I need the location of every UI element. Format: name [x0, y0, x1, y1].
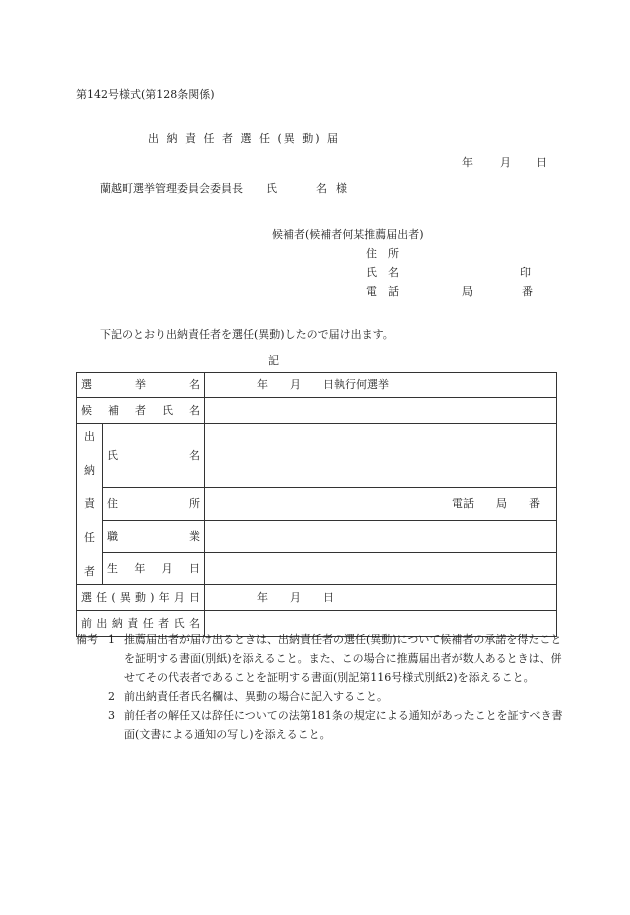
treasurer-address-label: 住 所 — [103, 487, 205, 520]
appointment-label: 選任(異動)年月日 — [77, 585, 205, 611]
notes-heading: 備考 — [76, 633, 98, 646]
group-char: 責 — [84, 497, 95, 511]
note-text: 前任者の解任又は辞任についての法第181条の規定による通知があったことを証すべき書面(文書による通知の写し)を添えること。 — [124, 709, 563, 741]
treasurer-group-label — [77, 424, 103, 585]
notes-section — [76, 630, 566, 744]
report-table — [76, 372, 557, 637]
addressee: 蘭越町選挙管理委員会委員長 — [100, 182, 243, 195]
row-treasurer-job — [77, 521, 557, 553]
treasurer-birth-value[interactable] — [205, 553, 557, 585]
candidate-label: 候補者氏名 — [77, 398, 205, 424]
date-day: 日 — [536, 156, 547, 169]
treasurer-name-value[interactable] — [205, 424, 557, 488]
note-text: 前出納責任者氏名欄は、異動の場合に記入すること。 — [124, 690, 388, 703]
note-number: 3 — [108, 709, 115, 722]
form-title: 出 納 責 任 者 選 任 (異 動) 届 — [148, 132, 341, 145]
note-number: 1 — [108, 633, 115, 646]
phone-ban: 番 — [522, 285, 533, 298]
date-month: 月 — [500, 156, 511, 169]
row-treasurer-name — [77, 424, 557, 488]
note-number: 2 — [108, 690, 115, 703]
treasurer-job-label: 職 業 — [103, 521, 205, 553]
candidate-value[interactable] — [205, 398, 557, 424]
treasurer-job-value[interactable] — [205, 521, 557, 553]
note-item — [76, 687, 566, 706]
group-char: 出 — [84, 430, 95, 443]
group-char: 任 — [84, 531, 95, 545]
addressee-shi: 氏 — [266, 182, 277, 195]
group-char: 者 — [84, 564, 95, 578]
applicant-name-label: 氏 名 — [366, 266, 399, 279]
treasurer-name-label: 氏 名 — [103, 424, 205, 488]
note-text: 推薦届出者が届け出るときは、出納責任者の選任(異動)について候補者の承諾を得たことを証明する書面(別紙)を添えること。また、この場合に推薦届出者が数人あるときは、併せてその代表者であることを証明する書面(別記第116号様式別紙2)を添えること。 — [124, 633, 562, 684]
form-number: 第142号様式(第128条関係) — [76, 88, 215, 101]
row-appointment — [77, 585, 557, 611]
addressee-mei: 名 — [316, 182, 327, 195]
note-item — [76, 630, 566, 687]
appointment-value[interactable]: 年 月 日 — [205, 585, 557, 611]
seal-mark: 印 — [520, 266, 531, 279]
intro-text: 下記のとおり出納責任者を選任(異動)したので届け出ます。 — [100, 328, 394, 341]
phone-kyoku: 局 — [462, 285, 473, 298]
previous-label: 前出納責任者氏名 — [77, 611, 205, 637]
treasurer-birth-label: 生 年 月 日 — [103, 553, 205, 585]
row-candidate — [77, 398, 557, 424]
row-treasurer-birth — [77, 553, 557, 585]
election-label: 選 挙 名 — [77, 373, 205, 398]
group-char: 納 — [84, 463, 95, 477]
row-election — [77, 373, 557, 398]
ki-label: 記 — [268, 354, 279, 367]
applicant-phone-label: 電 話 — [366, 285, 399, 298]
applicant-address-label: 住 所 — [366, 247, 399, 260]
note-item — [76, 706, 566, 744]
addressee-sama: 様 — [336, 182, 347, 195]
election-value[interactable]: 年 月 日執行何選挙 — [205, 373, 557, 398]
treasurer-address-phone[interactable]: 電話 局 番 — [205, 487, 557, 520]
row-treasurer-address — [77, 487, 557, 520]
applicant-heading: 候補者(候補者何某推薦届出者) — [272, 228, 424, 241]
date-year: 年 — [462, 156, 473, 169]
